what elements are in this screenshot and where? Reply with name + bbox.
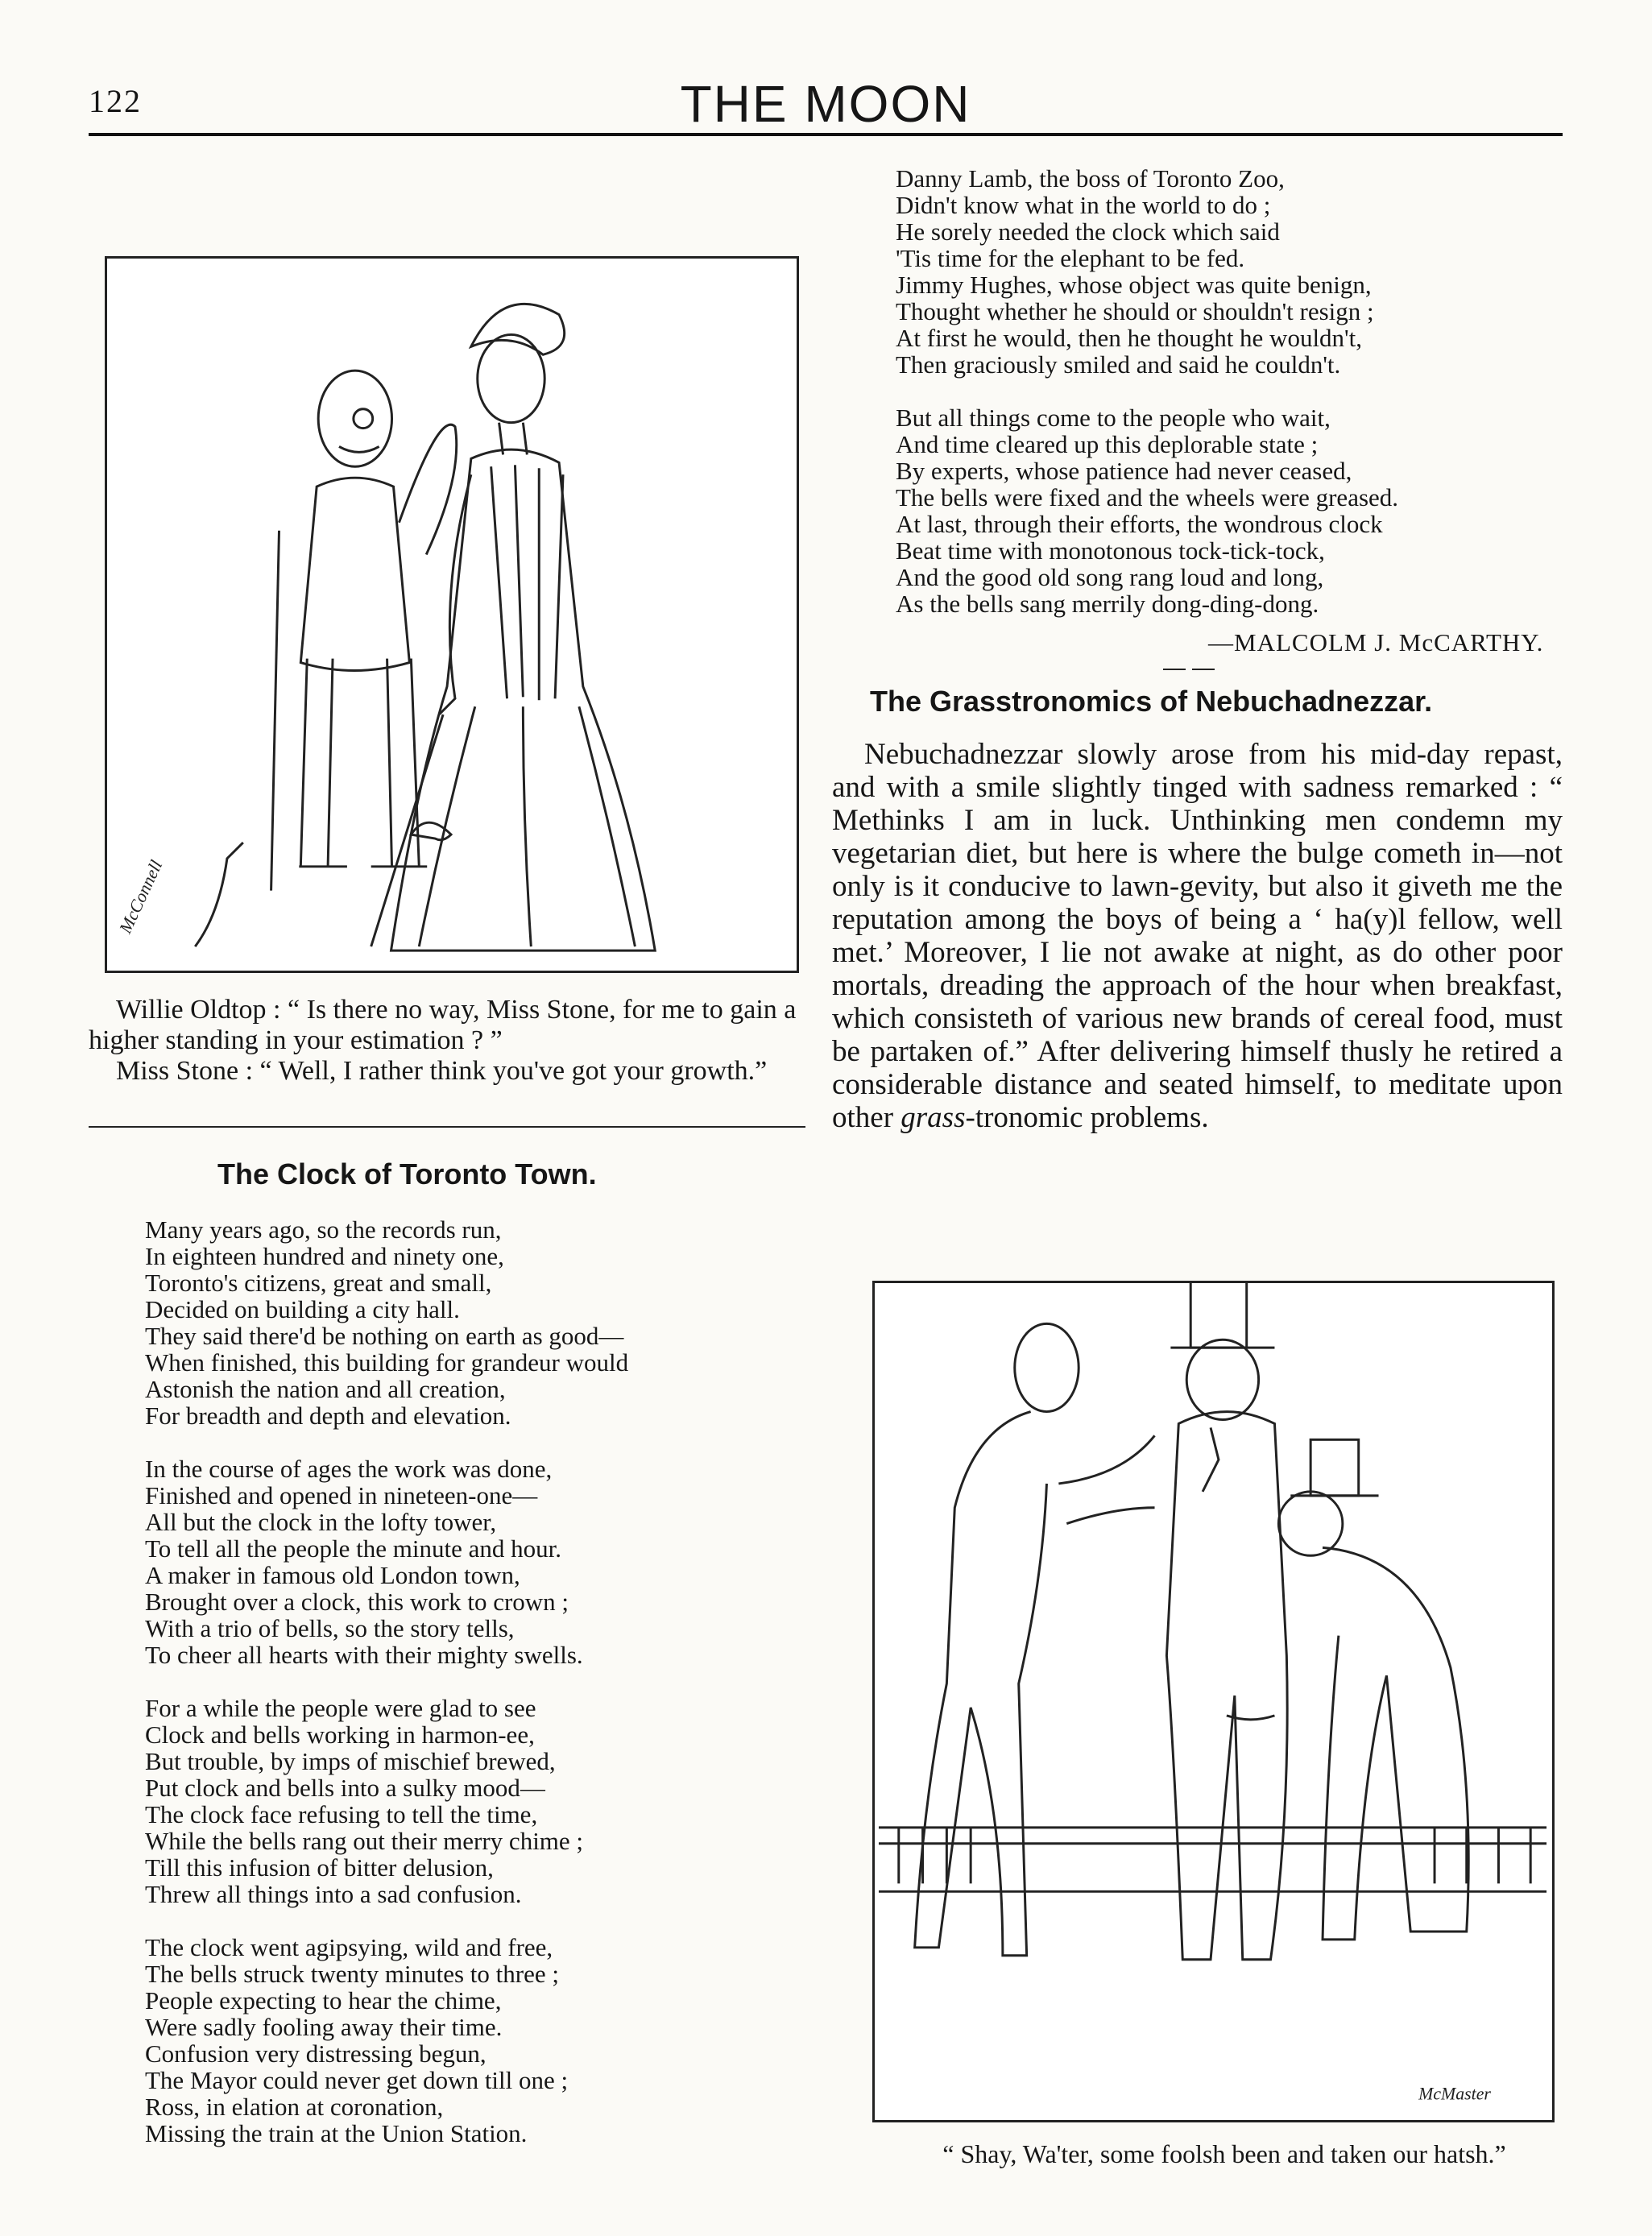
divider-dash	[1163, 669, 1186, 670]
poem-line: Astonish the nation and all creation,	[145, 1375, 506, 1403]
poem-line: And the good old song rang loud and long,	[896, 563, 1324, 591]
poem-line: Thought whether he should or shouldn't resign ;	[896, 297, 1374, 325]
article-body-italic: grass-	[901, 1101, 975, 1134]
poem-line: A maker in famous old London town,	[145, 1561, 520, 1589]
poem-right-column	[896, 165, 1564, 644]
poem-line: Confusion very distressing begun,	[145, 2039, 486, 2068]
poem-stanza-4	[145, 1934, 805, 2147]
poem-line: Missing the train at the Union Station.	[145, 2119, 528, 2147]
poem-line: And time cleared up this deplorable state ;	[896, 430, 1319, 458]
poem-line: People expecting to hear the chime,	[145, 1986, 502, 2014]
poem-line: The clock went agipsying, wild and free,	[145, 1933, 553, 1961]
header-rule	[89, 133, 1563, 136]
cartoon-illustration-oldtop	[105, 256, 799, 973]
poem-line: Finished and opened in nineteen-one—	[145, 1481, 538, 1509]
poem-line: Till this infusion of bitter delusion,	[145, 1853, 494, 1882]
poem-line: The bells were fixed and the wheels were greased.	[896, 483, 1399, 511]
cartoon-illustration-hats	[872, 1281, 1555, 2122]
poem-line: The clock face refusing to tell the time,	[145, 1800, 538, 1828]
poem-line: Danny Lamb, the boss of Toronto Zoo,	[896, 164, 1285, 193]
poem-stanza-5	[896, 165, 1564, 378]
poem-line: Didn't know what in the world to do ;	[896, 191, 1271, 219]
poem-title: The Clock of Toronto Town.	[217, 1157, 597, 1190]
poem-line: With a trio of bells, so the story tells,	[145, 1614, 515, 1642]
poem-line: At last, through their efforts, the wondrous clock	[896, 510, 1383, 538]
poem-line: Jimmy Hughes, whose object was quite benign,	[896, 271, 1372, 299]
poem-line: He sorely needed the clock which said	[896, 217, 1280, 246]
caption-line-oldtop: Willie Oldtop : “ Is there no way, Miss Stone, for me to gain a higher standing in your estimation ? ”	[89, 995, 797, 1055]
poem-line: In the course of ages the work was done,	[145, 1455, 553, 1483]
poem-line: Then graciously smiled and said he couldn't.	[896, 350, 1341, 379]
poem-line: For a while the people were glad to see	[145, 1694, 536, 1722]
page-number: 122	[89, 83, 142, 119]
poem-stanza-1	[145, 1216, 805, 1429]
cartoon2-caption: “ Shay, Wa'ter, some foolsh been and taken our hatsh.”	[942, 2139, 1506, 2168]
poem-line: Ross, in elation at coronation,	[145, 2093, 444, 2121]
poem-line: While the bells rang out their merry chime ;	[145, 1827, 584, 1855]
poem-line: Beat time with monotonous tock-tick-tock,	[896, 536, 1325, 565]
poem-line: The bells struck twenty minutes to three ;	[145, 1960, 559, 1988]
cartoon2-signature: McMaster	[1418, 2084, 1491, 2104]
poem-stanza-3	[145, 1695, 805, 1907]
poem-line: The Mayor could never get down till one ;	[145, 2066, 569, 2094]
article-body-end: tronomic problems.	[975, 1101, 1209, 1134]
poem-line: But all things come to the people who wait,	[896, 404, 1331, 432]
poem-line: At first he would, then he thought he wouldn't,	[896, 324, 1363, 352]
cartoon1-caption	[89, 995, 805, 1087]
divider-dash	[1192, 669, 1215, 670]
poem-left-column	[145, 1216, 805, 2173]
poem-line: In eighteen hundred and ninety one,	[145, 1242, 504, 1270]
poem-line: When finished, this building for grandeur would	[145, 1348, 629, 1377]
poem-line: Decided on building a city hall.	[145, 1295, 460, 1323]
article-body	[832, 738, 1563, 1134]
poem-line: Threw all things into a sad confusion.	[145, 1880, 522, 1908]
caption-line-stone: Miss Stone : “ Well, I rather think you've got your growth.”	[116, 1056, 768, 1086]
poem-author: —MALCOLM J. McCARTHY.	[1208, 628, 1544, 656]
poem-stanza-2	[145, 1455, 805, 1668]
poem-line: But trouble, by imps of mischief brewed,	[145, 1747, 556, 1775]
poem-line: To cheer all hearts with their mighty swells.	[145, 1641, 583, 1669]
poem-line: 'Tis time for the elephant to be fed.	[896, 244, 1245, 272]
section-divider	[89, 1126, 805, 1128]
poem-line: Clock and bells working in harmon-ee,	[145, 1720, 535, 1749]
poem-line: They said there'd be nothing on earth as good—	[145, 1322, 624, 1350]
poem-line: By experts, whose patience had never ceased,	[896, 457, 1352, 485]
poem-line: Brought over a clock, this work to crown ;	[145, 1588, 569, 1616]
cartoon1-signature: McConnell	[115, 857, 167, 937]
poem-line: For breadth and depth and elevation.	[145, 1402, 511, 1430]
poem-stanza-6	[896, 404, 1564, 617]
poem-line: Were sadly fooling away their time.	[145, 2013, 503, 2041]
poem-line: Toronto's citizens, great and small,	[145, 1269, 492, 1297]
poem-line: Many years ago, so the records run,	[145, 1215, 502, 1244]
article-title: The Grasstronomics of Nebuchadnezzar.	[870, 685, 1433, 718]
poem-line: Put clock and bells into a sulky mood—	[145, 1774, 545, 1802]
article-body-text: Nebuchadnezzar slowly arose from his mid-day repast, and with a smile slightly tinged with sadness remarked : “ Methinks I am in luck. Unthinking men condemn my vegetarian diet, but here is where the bulge cometh in—not only is it conducive to lawn-gevity, but also it giveth me the reputation among the boys of being a ‘ ha(y)l fellow, well met.’ Moreover, I lie not awake at night, as do other poor mortals, dreading the approach of the hour when breakfast, which consisteth of various new brands of cereal food, must be partaken of.” After delivering himself thusly he retired a considerable distance and seated himself, to meditate upon other	[832, 738, 1563, 1134]
page-header	[89, 74, 1563, 139]
poem-line: To tell all the people the minute and hour.	[145, 1534, 561, 1563]
poem-line: All but the clock in the lofty tower,	[145, 1508, 497, 1536]
masthead-title: THE MOON	[680, 75, 971, 133]
poem-line: As the bells sang merrily dong-ding-dong.	[896, 590, 1319, 618]
